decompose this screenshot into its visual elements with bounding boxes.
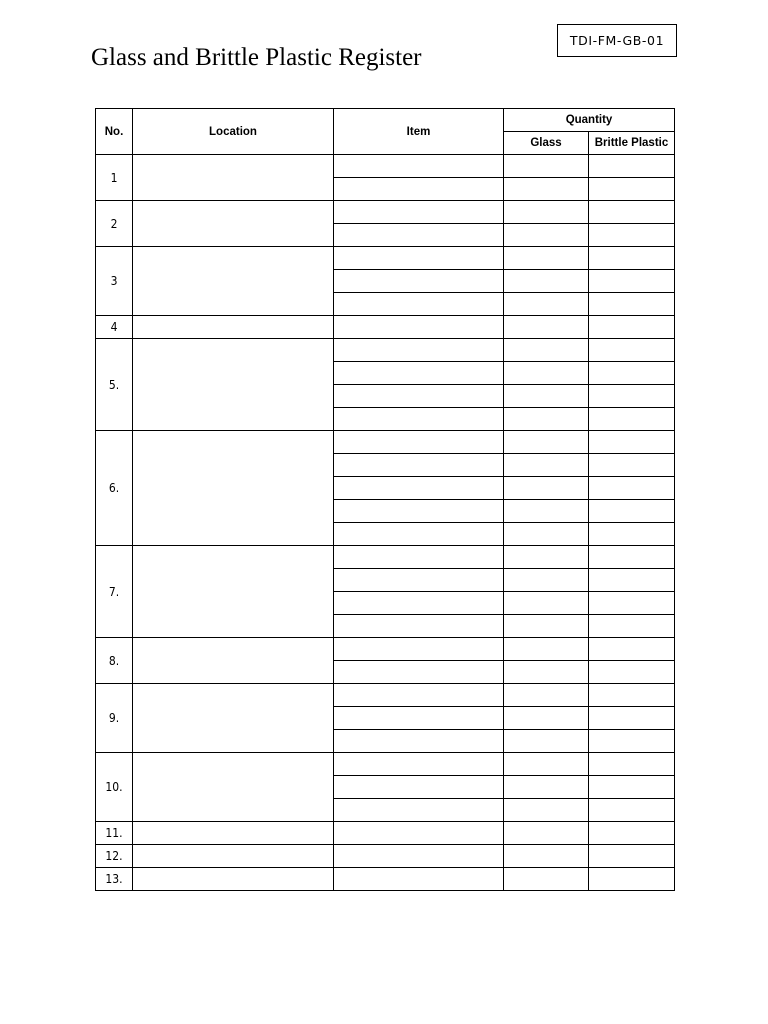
glass-quantity-cell[interactable]	[504, 592, 589, 615]
glass-quantity-cell[interactable]	[504, 868, 589, 891]
page-title: Glass and Brittle Plastic Register	[91, 44, 422, 71]
brittle-plastic-quantity-cell[interactable]	[589, 684, 675, 707]
row-number: 8.	[96, 638, 133, 684]
row-number: 3	[96, 247, 133, 316]
item-cell[interactable]	[334, 247, 504, 270]
row-number: 1	[96, 155, 133, 201]
item-cell[interactable]	[334, 730, 504, 753]
brittle-plastic-quantity-cell[interactable]	[589, 845, 675, 868]
brittle-plastic-quantity-cell[interactable]	[589, 270, 675, 293]
row-number: 2	[96, 201, 133, 247]
glass-quantity-cell[interactable]	[504, 224, 589, 247]
glass-quantity-cell[interactable]	[504, 661, 589, 684]
glass-quantity-cell[interactable]	[504, 339, 589, 362]
table-row	[96, 753, 675, 776]
glass-quantity-cell[interactable]	[504, 546, 589, 569]
item-cell[interactable]	[334, 546, 504, 569]
item-cell[interactable]	[334, 293, 504, 316]
row-number: 5.	[96, 339, 133, 431]
table-row	[96, 316, 675, 339]
item-cell[interactable]	[334, 638, 504, 661]
table-row	[96, 339, 675, 362]
document-code: TDI-FM-GB-01	[557, 24, 677, 57]
header-brittle-plastic: Brittle Plastic	[589, 132, 675, 155]
item-cell[interactable]	[334, 776, 504, 799]
glass-quantity-cell[interactable]	[504, 178, 589, 201]
brittle-plastic-quantity-cell[interactable]	[589, 477, 675, 500]
glass-quantity-cell[interactable]	[504, 362, 589, 385]
location-cell[interactable]	[133, 868, 334, 891]
location-cell[interactable]	[133, 201, 334, 247]
row-number: 13.	[96, 868, 133, 891]
brittle-plastic-quantity-cell[interactable]	[589, 178, 675, 201]
header-glass: Glass	[504, 132, 589, 155]
row-number: 12.	[96, 845, 133, 868]
location-cell[interactable]	[133, 638, 334, 684]
glass-quantity-cell[interactable]	[504, 638, 589, 661]
glass-quantity-cell[interactable]	[504, 408, 589, 431]
location-cell[interactable]	[133, 155, 334, 201]
item-cell[interactable]	[334, 408, 504, 431]
table-row	[96, 684, 675, 707]
location-cell[interactable]	[133, 316, 334, 339]
item-cell[interactable]	[334, 155, 504, 178]
header-location: Location	[133, 109, 334, 155]
brittle-plastic-quantity-cell[interactable]	[589, 868, 675, 891]
row-number: 4	[96, 316, 133, 339]
row-number: 6.	[96, 431, 133, 546]
brittle-plastic-quantity-cell[interactable]	[589, 799, 675, 822]
item-cell[interactable]	[334, 868, 504, 891]
item-cell[interactable]	[334, 454, 504, 477]
register-table	[95, 108, 675, 891]
item-cell[interactable]	[334, 477, 504, 500]
row-number: 11.	[96, 822, 133, 845]
item-cell[interactable]	[334, 569, 504, 592]
glass-quantity-cell[interactable]	[504, 201, 589, 224]
item-cell[interactable]	[334, 201, 504, 224]
brittle-plastic-quantity-cell[interactable]	[589, 661, 675, 684]
glass-quantity-cell[interactable]	[504, 799, 589, 822]
item-cell[interactable]	[334, 822, 504, 845]
brittle-plastic-quantity-cell[interactable]	[589, 362, 675, 385]
brittle-plastic-quantity-cell[interactable]	[589, 776, 675, 799]
row-number: 10.	[96, 753, 133, 822]
brittle-plastic-quantity-cell[interactable]	[589, 224, 675, 247]
register-body	[96, 155, 675, 891]
table-row	[96, 845, 675, 868]
item-cell[interactable]	[334, 224, 504, 247]
glass-quantity-cell[interactable]	[504, 477, 589, 500]
location-cell[interactable]	[133, 684, 334, 753]
glass-quantity-cell[interactable]	[504, 776, 589, 799]
table-row	[96, 431, 675, 454]
item-cell[interactable]	[334, 316, 504, 339]
brittle-plastic-quantity-cell[interactable]	[589, 546, 675, 569]
glass-quantity-cell[interactable]	[504, 385, 589, 408]
header-quantity: Quantity	[504, 109, 675, 132]
item-cell[interactable]	[334, 270, 504, 293]
table-row	[96, 822, 675, 845]
glass-quantity-cell[interactable]	[504, 247, 589, 270]
brittle-plastic-quantity-cell[interactable]	[589, 707, 675, 730]
brittle-plastic-quantity-cell[interactable]	[589, 500, 675, 523]
table-row	[96, 868, 675, 891]
glass-quantity-cell[interactable]	[504, 615, 589, 638]
glass-quantity-cell[interactable]	[504, 270, 589, 293]
location-cell[interactable]	[133, 247, 334, 316]
brittle-plastic-quantity-cell[interactable]	[589, 385, 675, 408]
item-cell[interactable]	[334, 707, 504, 730]
item-cell[interactable]	[334, 178, 504, 201]
glass-quantity-cell[interactable]	[504, 730, 589, 753]
row-number: 7.	[96, 546, 133, 638]
brittle-plastic-quantity-cell[interactable]	[589, 454, 675, 477]
glass-quantity-cell[interactable]	[504, 293, 589, 316]
glass-quantity-cell[interactable]	[504, 753, 589, 776]
brittle-plastic-quantity-cell[interactable]	[589, 316, 675, 339]
brittle-plastic-quantity-cell[interactable]	[589, 293, 675, 316]
brittle-plastic-quantity-cell[interactable]	[589, 592, 675, 615]
brittle-plastic-quantity-cell[interactable]	[589, 638, 675, 661]
glass-quantity-cell[interactable]	[504, 454, 589, 477]
location-cell[interactable]	[133, 546, 334, 638]
item-cell[interactable]	[334, 362, 504, 385]
row-number: 9.	[96, 684, 133, 753]
location-cell[interactable]	[133, 845, 334, 868]
item-cell[interactable]	[334, 684, 504, 707]
item-cell[interactable]	[334, 615, 504, 638]
brittle-plastic-quantity-cell[interactable]	[589, 247, 675, 270]
brittle-plastic-quantity-cell[interactable]	[589, 615, 675, 638]
item-cell[interactable]	[334, 799, 504, 822]
glass-quantity-cell[interactable]	[504, 845, 589, 868]
glass-quantity-cell[interactable]	[504, 155, 589, 178]
brittle-plastic-quantity-cell[interactable]	[589, 730, 675, 753]
item-cell[interactable]	[334, 431, 504, 454]
glass-quantity-cell[interactable]	[504, 822, 589, 845]
item-cell[interactable]	[334, 523, 504, 546]
table-row	[96, 247, 675, 270]
brittle-plastic-quantity-cell[interactable]	[589, 569, 675, 592]
glass-quantity-cell[interactable]	[504, 500, 589, 523]
location-cell[interactable]	[133, 753, 334, 822]
header-item: Item	[334, 109, 504, 155]
glass-quantity-cell[interactable]	[504, 431, 589, 454]
brittle-plastic-quantity-cell[interactable]	[589, 822, 675, 845]
brittle-plastic-quantity-cell[interactable]	[589, 753, 675, 776]
item-cell[interactable]	[334, 661, 504, 684]
item-cell[interactable]	[334, 339, 504, 362]
glass-quantity-cell[interactable]	[504, 684, 589, 707]
item-cell[interactable]	[334, 500, 504, 523]
header-no: No.	[96, 109, 133, 155]
brittle-plastic-quantity-cell[interactable]	[589, 431, 675, 454]
table-row	[96, 638, 675, 661]
table-row	[96, 155, 675, 178]
brittle-plastic-quantity-cell[interactable]	[589, 523, 675, 546]
item-cell[interactable]	[334, 592, 504, 615]
brittle-plastic-quantity-cell[interactable]	[589, 408, 675, 431]
item-cell[interactable]	[334, 845, 504, 868]
glass-quantity-cell[interactable]	[504, 569, 589, 592]
glass-quantity-cell[interactable]	[504, 707, 589, 730]
brittle-plastic-quantity-cell[interactable]	[589, 201, 675, 224]
table-row	[96, 201, 675, 224]
location-cell[interactable]	[133, 339, 334, 431]
glass-quantity-cell[interactable]	[504, 316, 589, 339]
table-row	[96, 546, 675, 569]
brittle-plastic-quantity-cell[interactable]	[589, 155, 675, 178]
brittle-plastic-quantity-cell[interactable]	[589, 339, 675, 362]
location-cell[interactable]	[133, 431, 334, 546]
item-cell[interactable]	[334, 753, 504, 776]
glass-quantity-cell[interactable]	[504, 523, 589, 546]
location-cell[interactable]	[133, 822, 334, 845]
item-cell[interactable]	[334, 385, 504, 408]
